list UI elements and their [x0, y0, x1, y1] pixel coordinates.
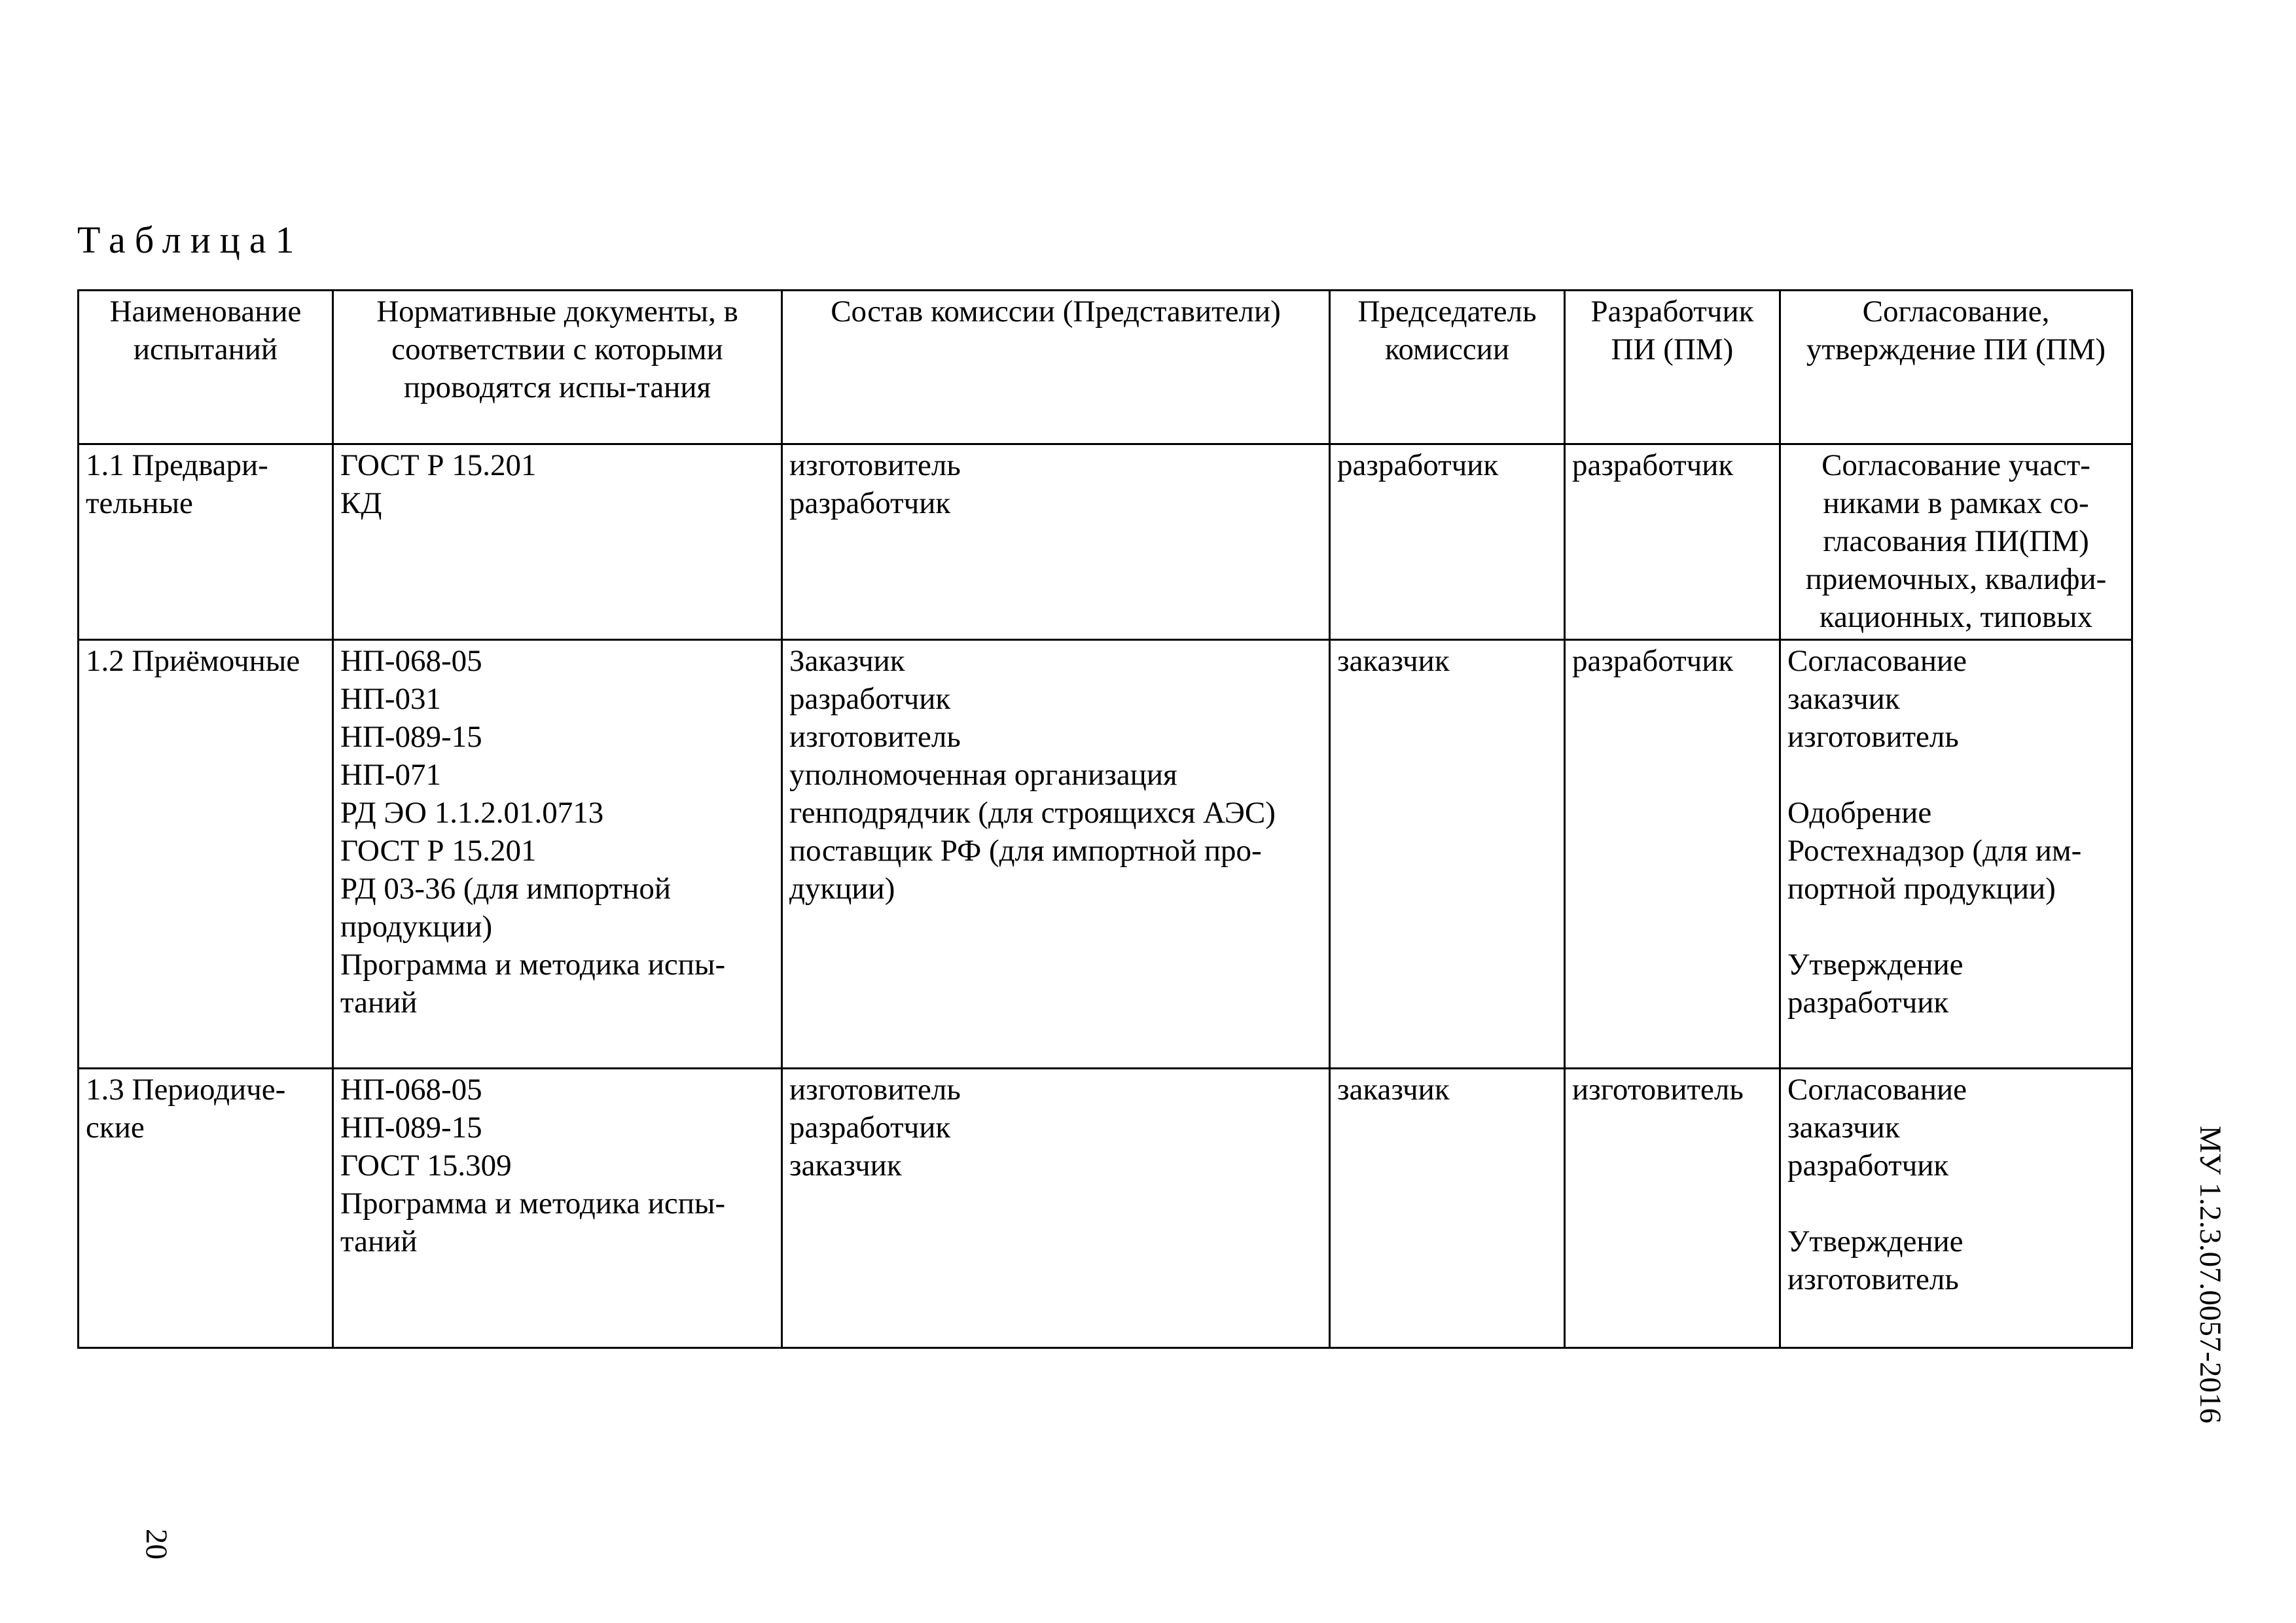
- approval-line: Одобрение: [1787, 796, 1932, 830]
- table-caption: Таблица1: [77, 219, 304, 261]
- normative-docs-cell: [333, 1069, 782, 1348]
- approval-line: Согласование: [1787, 1073, 1967, 1107]
- approval-cell: Согласование участ-никами в рамках со-гласования ПИ(ПМ) приемочных, квалифи-кационных, типовых: [1780, 444, 2132, 640]
- document-line: Программа и методика испы-таний: [340, 1186, 726, 1258]
- approval-cell: [1780, 640, 2132, 1069]
- document-line: Программа и методика испы-таний: [340, 948, 726, 1020]
- chairman-cell: заказчик: [1330, 640, 1565, 1069]
- approval-line: изготовитель: [1787, 720, 1959, 754]
- table-header-row: [79, 291, 2132, 444]
- approval-line: Утверждение: [1787, 1224, 1964, 1258]
- commission-line: разработчик: [789, 682, 951, 716]
- page-number: 20: [139, 1529, 173, 1560]
- document-line: НП-031: [340, 682, 442, 716]
- developer-cell: разработчик: [1565, 640, 1780, 1069]
- commission-cell: [782, 1069, 1330, 1348]
- table-row: [79, 444, 2132, 640]
- approval-line: изготовитель: [1787, 1262, 1959, 1296]
- document-code: МУ 1.2.3.07.0057-2016: [2193, 1126, 2227, 1423]
- tests-table: [77, 289, 2133, 1349]
- developer-cell: разработчик: [1565, 444, 1780, 640]
- developer-cell: изготовитель: [1565, 1069, 1780, 1348]
- document-line: КД: [340, 486, 382, 520]
- approval-line: разработчик: [1787, 1149, 1949, 1183]
- approval-line: Согласование: [1787, 644, 1967, 678]
- commission-line: заказчик: [789, 1149, 902, 1183]
- commission-line: изготовитель: [789, 448, 961, 482]
- commission-line: поставщик РФ (для импортной про-дукции): [789, 834, 1262, 906]
- approval-line: Утверждение: [1787, 948, 1964, 982]
- document-line: ГОСТ Р 15.201: [340, 448, 537, 482]
- chairman-cell: разработчик: [1330, 444, 1565, 640]
- commission-cell: [782, 444, 1330, 640]
- approval-cell: [1780, 1069, 2132, 1348]
- chairman-cell: заказчик: [1330, 1069, 1565, 1348]
- commission-line: изготовитель: [789, 720, 961, 754]
- document-line: РД ЭО 1.1.2.01.0713: [340, 796, 604, 830]
- document-line: ГОСТ Р 15.201: [340, 834, 537, 868]
- header-normative-docs: Нормативные документы, в соответствии с которыми проводятся испы-тания: [333, 291, 782, 444]
- test-name-cell: 1.2 Приёмочные: [79, 640, 333, 1069]
- document-line: НП-068-05: [340, 644, 482, 678]
- commission-line: разработчик: [789, 486, 951, 520]
- approval-line: заказчик: [1787, 1111, 1900, 1145]
- document-line: НП-071: [340, 758, 442, 792]
- table-row: [79, 1069, 2132, 1348]
- header-test-name: Наименование испытаний: [79, 291, 333, 444]
- commission-line: разработчик: [789, 1111, 951, 1145]
- header-developer: Разработчик ПИ (ПМ): [1565, 291, 1780, 444]
- approval-line: Ростехнадзор (для им-портной продукции): [1787, 834, 2082, 906]
- approval-spacer: [1787, 908, 2125, 946]
- commission-cell: [782, 640, 1330, 1069]
- header-approval: Согласование, утверждение ПИ (ПМ): [1780, 291, 2132, 444]
- commission-line: генподрядчик (для строящихся АЭС): [789, 796, 1276, 830]
- document-line: НП-089-15: [340, 1111, 482, 1145]
- header-commission: Состав комиссии (Представители): [782, 291, 1330, 444]
- document-line: РД 03-36 (для импортной продукции): [340, 872, 671, 944]
- approval-spacer: [1787, 1185, 2125, 1222]
- test-name-cell: 1.3 Периодиче-ские: [79, 1069, 333, 1348]
- approval-spacer: [1787, 756, 2125, 794]
- normative-docs-cell: [333, 640, 782, 1069]
- normative-docs-cell: [333, 444, 782, 640]
- commission-line: уполномоченная организация: [789, 758, 1177, 792]
- document-line: НП-068-05: [340, 1073, 482, 1107]
- test-name-cell: 1.1 Предвари-тельные: [79, 444, 333, 640]
- approval-line: разработчик: [1787, 986, 1949, 1020]
- commission-line: изготовитель: [789, 1073, 961, 1107]
- header-chairman: Председатель комиссии: [1330, 291, 1565, 444]
- document-line: ГОСТ 15.309: [340, 1149, 512, 1183]
- document-line: НП-089-15: [340, 720, 482, 754]
- commission-line: Заказчик: [789, 644, 905, 678]
- table-row: [79, 640, 2132, 1069]
- approval-line: заказчик: [1787, 682, 1900, 716]
